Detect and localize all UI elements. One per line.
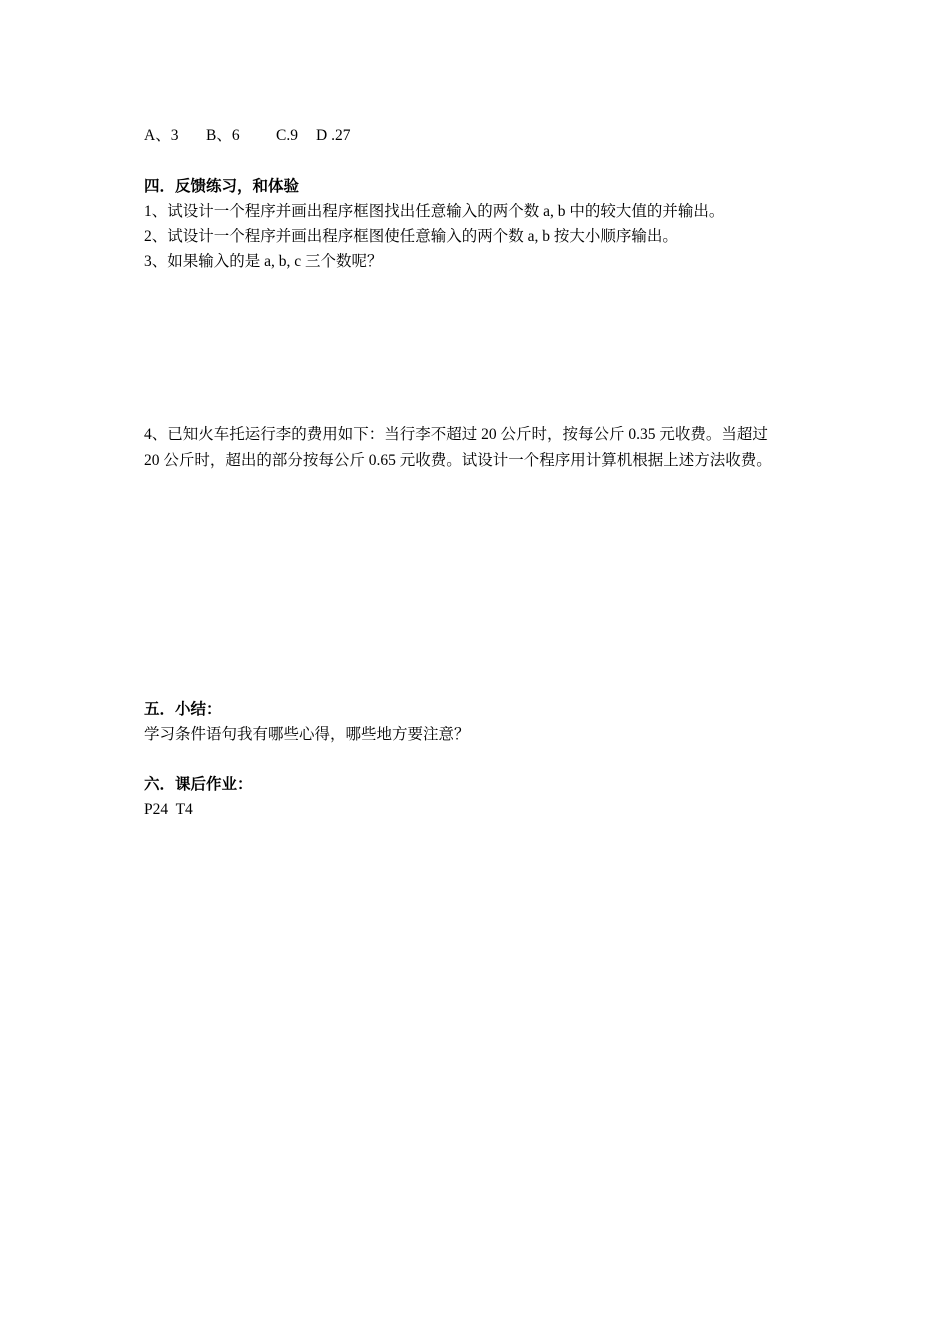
- option-a: A、3: [144, 127, 179, 144]
- section6-heading: 六．课后作业：: [144, 776, 253, 793]
- section6-text: P24 T4: [144, 801, 193, 818]
- option-d: D .27: [316, 127, 351, 144]
- section5-heading: 五．小结：: [144, 701, 222, 718]
- section4-heading: 四．反馈练习，和体验: [144, 178, 300, 195]
- section4-question-4-line1: 4、已知火车托运行李的费用如下：当行李不超过 20 公斤时，按每公斤 0.35 元收费。当超过: [144, 426, 768, 443]
- option-c: C.9: [276, 127, 298, 144]
- section4-question-1: 1、试设计一个程序并画出程序框图找出任意输入的两个数 a, b 中的较大值的并输出。: [144, 203, 725, 220]
- section4-question-4-line2: 20 公斤时，超出的部分按每公斤 0.65 元收费。试设计一个程序用计算机根据上述方法收费。: [144, 452, 772, 469]
- section4-question-2: 2、试设计一个程序并画出程序框图使任意输入的两个数 a, b 按大小顺序输出。: [144, 228, 678, 245]
- section5-text: 学习条件语句我有哪些心得，哪些地方要注意？: [144, 726, 470, 743]
- section4-question-3: 3、如果输入的是 a, b, c 三个数呢？: [144, 253, 383, 270]
- answer-options-line: [144, 126, 350, 146]
- option-b: B、6: [206, 127, 240, 144]
